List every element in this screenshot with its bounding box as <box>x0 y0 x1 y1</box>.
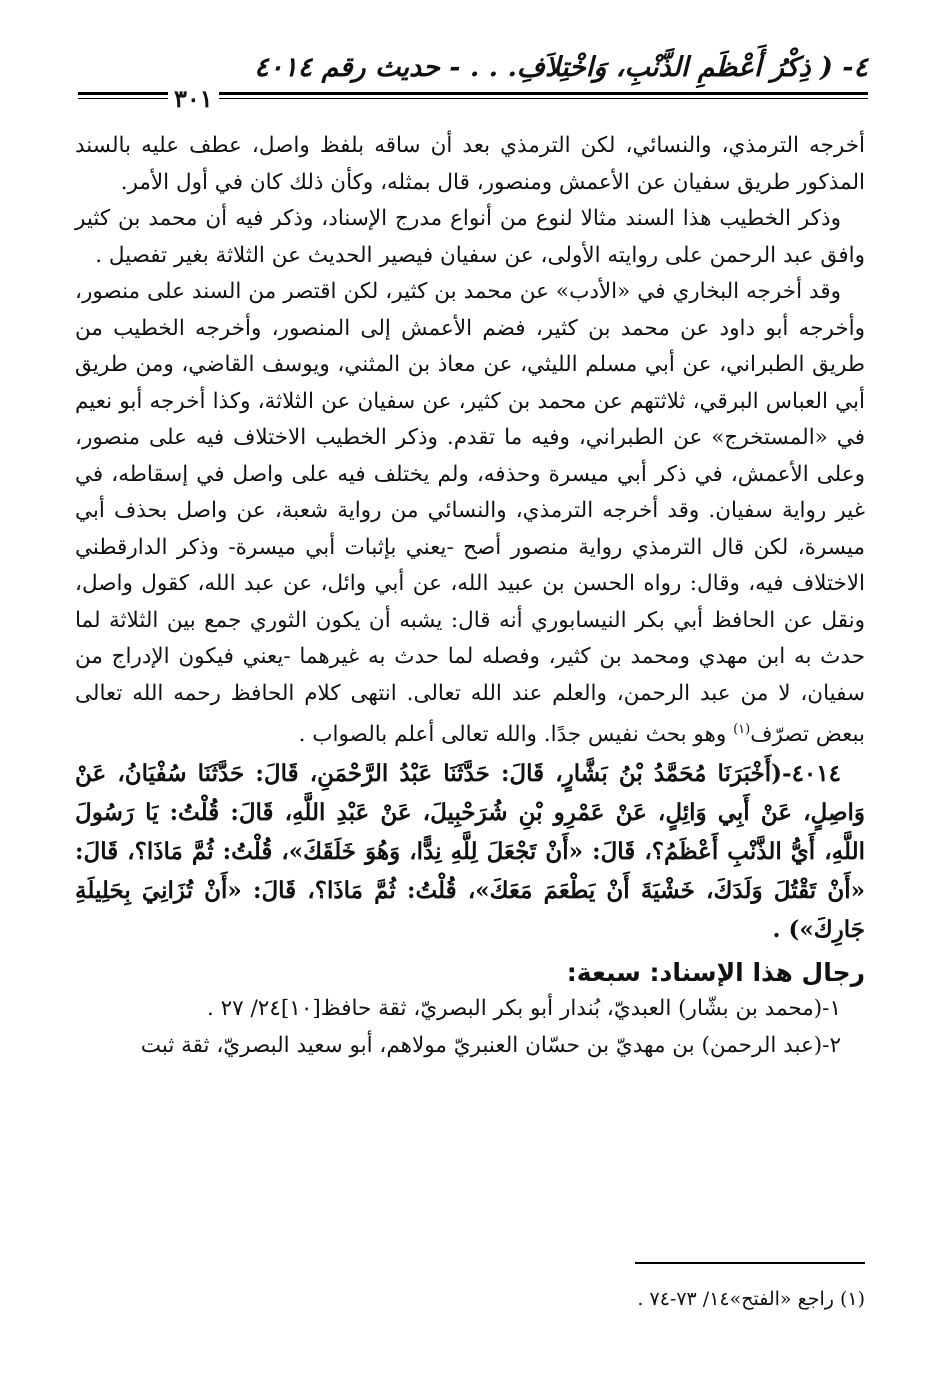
page-header <box>78 48 868 113</box>
main-text <box>75 128 865 1064</box>
narrator-2: ٢-(عبد الرحمن) بن مهديّ بن حسّان العنبريّ مولاهم، أبو سعيد البصريّ، ثقة ثبت <box>140 1032 841 1058</box>
chapter-title: ٤- ( ذِكْرُ أَعْظَمِ الذَّنْبِ، وَاخْتِلاَفِ. . . - حديث رقم ٤٠١٤ <box>254 52 868 83</box>
paragraph-3-text: وقد أخرجه البخاري في «الأدب» عن محمد بن كثير، لكن اقتصر من السند على منصور، وأخرجه أبو داود عن محمد بن كثير، فضم الأعمش إلى المنصور، وأخرجه الخطيب من طريق الطبراني، عن أبي مسلم الليثي، عن معاذ بن المثني، ويوسف القاضي، ومن طريق أبي العباس البرقي، ثلاثتهم عن محمد بن كثير، عن سفيان عن الثلاثة، وكذا أخرجه أبو نعيم في «المستخرج» عن الطبراني، وفيه ما تقدم. وذكر الخطيب الاختلاف فيه على منصور، وعلى الأعمش، في ذكر أبي ميسرة وحذفه، ولم يختلف فيه على واصل في إسقاطه، في غير رواية سفيان. وقد أخرجه الترمذي، والنسائي من رواية شعبة، عن واصل بحذف أبي ميسرة، لكن قال الترمذي رواية منصور أصح -يعني بإثبات أبي ميسرة- وذكر الدارقطني الاختلاف فيه، وقال: رواه الحسن بن عبيد الله، عن أبي وائل، عن عبد الله، كقول واصل، ونقل عن الحافظ أبي بكر النيسابوري أنه قال: يشبه أن يكون الثوري جمع بين الثلاثة لما حدث به ابن مهدي ومحمد بن كثير، وفصله لما حدث به غيرهما -يعني فيكون الإدراج من سفيان، لا من عبد الرحمن، والعلم عند الله تعالى. انتهى كلام الحافظ رحمه الله تعالى ببعض تصرّف <box>75 279 865 748</box>
footnote-separator <box>635 1262 865 1264</box>
paragraph-3-tail: وهو بحث نفيس جدًا. والله تعالى أعلم بالصواب . <box>298 722 734 748</box>
paragraph-1: أخرجه الترمذي، والنسائي، لكن الترمذي بعد أن ساقه بلفظ واصل، عطف عليه بالسند المذكور طريق سفيان عن الأعمش ومنصور، قال بمثله، وكأن ذلك كان في أول الأمر. <box>75 133 865 195</box>
footnote-marker[interactable]: (١) <box>733 722 751 737</box>
footnote: (١) راجع «الفتح»١٤/ ٧٣-٧٤ . <box>637 1288 865 1310</box>
section-heading: رجال هذا الإسناد: سبعة: <box>566 957 865 987</box>
page-number: ٣٠١ <box>168 84 219 113</box>
paragraph-3 <box>75 274 865 754</box>
paragraph-2: وذكر الخطيب هذا السند مثالا لنوع من أنواع مدرج الإسناد، وذكر فيه أن محمد بن كثير وافق عبد الرحمن على روايته الأولى، عن سفيان فيصير الحديث عن الثلاثة بغير تفصيل . <box>75 206 865 268</box>
hadith-text: ٤٠١٤-(أَخْبَرَنَا مُحَمَّدُ بْنُ بَشَّارٍ، قَالَ: حَدَّثَنَا عَبْدُ الرَّحْمَنِ، قَالَ: حَدَّثَنَا سُفْيَانُ، عَنْ وَاصِلٍ، عَنْ أَبِي وَائِلٍ، عَنْ عَمْرِو بْنِ شُرَحْبِيلَ، عَنْ عَبْدِ اللَّهِ، قَالَ: قُلْتُ: يَا رَسُولَ اللَّهِ، أَيُّ الذَّنْبِ أَعْظَمُ؟، قَالَ: «أَنْ تَجْعَلَ لِلَّهِ نِدًّا، وَهُوَ خَلَقَكَ»، قُلْتُ: ثُمَّ مَاذَا؟، قَالَ: «أَنْ تَقْتُلَ وَلَدَكَ، خَشْيَةَ أَنْ يَطْعَمَ مَعَكَ»، قُلْتُ: ثُمَّ مَاذَا؟، قَالَ: «أَنْ تُزَانِيَ بِحَلِيلَةِ جَارِكَ») . <box>75 759 865 943</box>
narrator-1: ١-(محمد بن بشّار) العبديّ، بُندار أبو بكر البصريّ، ثقة حافظ[١٠]٢٤/ ٢٧ . <box>206 996 841 1022</box>
